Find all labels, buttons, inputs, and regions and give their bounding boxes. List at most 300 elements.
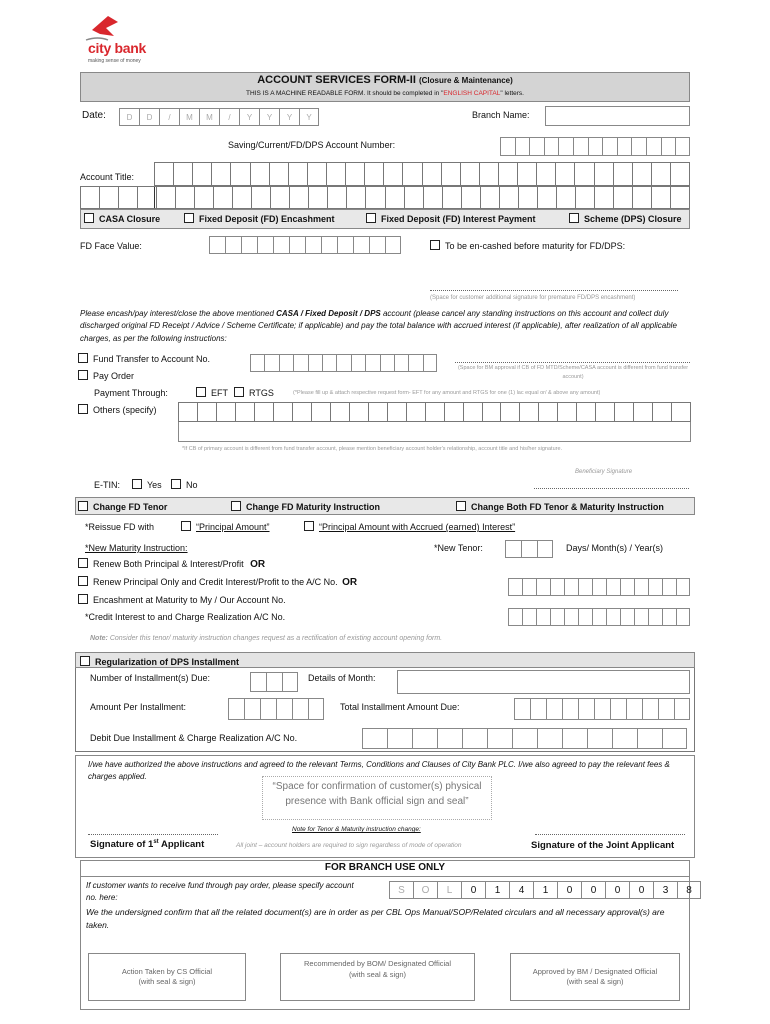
renew-principal-cell[interactable] (536, 578, 550, 596)
account-title-cell[interactable] (364, 162, 383, 186)
account-title-cell[interactable] (307, 162, 326, 186)
renew-principal-cell[interactable] (592, 578, 606, 596)
account-number-cell[interactable] (602, 137, 617, 156)
sol-cell[interactable]: 0 (581, 881, 605, 899)
total-due-label: Total Installment Amount Due: (340, 702, 460, 712)
credit-interest-cell[interactable] (634, 608, 648, 626)
account-title-grid-row-1 (154, 162, 690, 186)
account-title-cell[interactable] (385, 186, 404, 209)
account-number-cell[interactable] (617, 137, 632, 156)
encash-before-maturity-checkbox[interactable] (430, 240, 440, 250)
debit-due-cell[interactable] (512, 728, 537, 749)
date-cell[interactable]: / (219, 108, 239, 126)
fd-face-value-cell[interactable] (273, 236, 289, 254)
action-taken-box[interactable]: Action Taken by CS Official (with seal & sign) (88, 953, 246, 1001)
account-title-cell[interactable] (422, 162, 441, 186)
account-title-cell[interactable] (594, 186, 613, 209)
account-title-cell[interactable] (345, 162, 364, 186)
credit-interest-cell[interactable] (578, 608, 592, 626)
fd-face-value-cell[interactable] (289, 236, 305, 254)
account-title-cell[interactable] (536, 162, 555, 186)
others-cell[interactable] (482, 402, 501, 422)
account-title-cell[interactable] (270, 186, 289, 209)
account-title-cell[interactable] (517, 162, 536, 186)
fund-transfer-cell[interactable] (394, 354, 408, 372)
credit-interest-cell[interactable] (676, 608, 690, 626)
credit-interest-cell[interactable] (536, 608, 550, 626)
amount-per-cell[interactable] (260, 698, 276, 720)
date-cell[interactable]: M (179, 108, 199, 126)
account-title-cell[interactable] (575, 186, 594, 209)
casa-closure-option[interactable]: CASA Closure (84, 213, 160, 224)
others-cell[interactable] (406, 402, 425, 422)
fd-face-value-input[interactable] (209, 236, 401, 254)
form-title: ACCOUNT SERVICES FORM-II (Closure & Maintenance) (257, 74, 513, 86)
fd-face-value-cell[interactable] (209, 236, 225, 254)
renew-both-checkbox[interactable] (78, 558, 88, 568)
others-cell[interactable] (273, 402, 292, 422)
sol-cell[interactable]: O (413, 881, 437, 899)
fund-transfer-cell[interactable] (336, 354, 350, 372)
account-title-cell[interactable] (251, 186, 270, 209)
amount-per-cell[interactable] (292, 698, 308, 720)
date-cell[interactable]: Y (239, 108, 259, 126)
encash-before-maturity-option[interactable]: To be en-cashed before maturity for FD/DPS: (430, 240, 625, 251)
debit-due-account-input[interactable] (362, 728, 687, 749)
account-title-cell[interactable] (99, 186, 118, 209)
amount-per-cell[interactable] (276, 698, 292, 720)
fd-interest-checkbox[interactable] (366, 213, 376, 223)
fd-face-value-cell[interactable] (337, 236, 353, 254)
sol-cell[interactable]: 0 (461, 881, 485, 899)
branch-use-heading: FOR BRANCH USE ONLY (324, 862, 446, 873)
change-maturity-instruction-checkbox[interactable] (231, 501, 241, 511)
maturity-note: Note: Consider this tenor/ maturity instruction changes request as a rectification of existing account opening form. (90, 635, 443, 642)
credit-interest-label: *Credit Interest to and Charge Realization A/C No. (85, 612, 286, 622)
others-cell[interactable] (387, 402, 406, 422)
account-title-cell[interactable] (651, 162, 670, 186)
debit-due-cell[interactable] (637, 728, 662, 749)
fd-encashment-checkbox[interactable] (184, 213, 194, 223)
account-title-cell[interactable] (499, 186, 518, 209)
total-due-cell[interactable] (562, 698, 578, 720)
account-title-cell[interactable] (288, 162, 307, 186)
renew-principal-account-input[interactable] (508, 578, 690, 596)
others-grid-row (178, 402, 691, 422)
account-title-cell[interactable] (632, 186, 651, 209)
principal-accrued-checkbox[interactable] (304, 521, 314, 531)
account-number-cell[interactable] (515, 137, 530, 156)
debit-due-cell[interactable] (362, 728, 387, 749)
account-title-grid-row-2 (80, 186, 690, 209)
others-cell[interactable] (614, 402, 633, 422)
encashment-checkbox[interactable] (78, 594, 88, 604)
account-number-cell[interactable] (675, 137, 690, 156)
others-cell[interactable] (576, 402, 595, 422)
amount-per-cell[interactable] (244, 698, 260, 720)
others-cell[interactable] (235, 402, 254, 422)
account-title-cell[interactable] (327, 186, 346, 209)
account-title-cell[interactable] (137, 186, 156, 209)
account-title-cell[interactable] (460, 162, 479, 186)
account-title-cell[interactable] (289, 186, 308, 209)
tenor-cell[interactable] (521, 540, 537, 558)
account-number-cell[interactable] (661, 137, 676, 156)
beneficiary-signature-line (534, 488, 689, 489)
account-title-cell[interactable] (308, 186, 327, 209)
others-cell[interactable] (463, 402, 482, 422)
renew-principal-cell[interactable] (648, 578, 662, 596)
account-title-cell[interactable] (156, 186, 175, 209)
account-title-cell[interactable] (613, 186, 632, 209)
tenor-cell[interactable] (505, 540, 521, 558)
debit-due-cell[interactable] (537, 728, 562, 749)
bm-approval-caption: (Space for BM approval if CB of FD MTD/Scheme/CASA account is different from fund transfer account) (457, 365, 689, 381)
change-both-checkbox[interactable] (456, 501, 466, 511)
bank-logo (68, 14, 178, 66)
total-due-cell[interactable] (642, 698, 658, 720)
amount-per-cell[interactable] (308, 698, 324, 720)
total-due-cell[interactable] (514, 698, 530, 720)
fd-encashment-option[interactable]: Fixed Deposit (FD) Encashment (184, 213, 335, 224)
change-tenor-checkbox[interactable] (78, 501, 88, 511)
change-tenor-option[interactable]: Change FD Tenor (78, 501, 167, 512)
account-title-cell[interactable] (574, 162, 593, 186)
eft-option[interactable]: EFT (196, 387, 228, 398)
account-number-cell[interactable] (646, 137, 661, 156)
dps-installment-cell[interactable] (282, 672, 298, 692)
date-input[interactable] (119, 108, 319, 126)
rtgs-checkbox[interactable] (234, 387, 244, 397)
cb-note: *If CB of primary account is different from fund transfer account, please mention beneficiary account holder's relationship, account title and his/her signature. (182, 446, 563, 452)
account-title-cell[interactable] (211, 162, 230, 186)
renew-principal-cell[interactable] (522, 578, 536, 596)
renew-principal-cell[interactable] (662, 578, 676, 596)
debit-due-cell[interactable] (462, 728, 487, 749)
amount-per-installment-input[interactable] (228, 698, 324, 720)
sol-cell[interactable]: 8 (677, 881, 701, 899)
account-title-cell[interactable] (230, 162, 249, 186)
others-cell[interactable] (254, 402, 273, 422)
amount-per-cell[interactable] (228, 698, 244, 720)
others-cell[interactable] (178, 402, 197, 422)
fund-transfer-cell[interactable] (380, 354, 394, 372)
fund-transfer-cell[interactable] (279, 354, 293, 372)
account-number-cell[interactable] (588, 137, 603, 156)
etin-yes-option[interactable]: Yes (132, 479, 162, 490)
date-cell[interactable]: D (119, 108, 139, 126)
credit-interest-cell[interactable] (592, 608, 606, 626)
principal-accrued-option[interactable]: “Principal Amount with Accrued (earned) Interest” (304, 521, 515, 532)
dps-regularization-checkbox[interactable] (80, 656, 90, 666)
others-cell[interactable] (500, 402, 519, 422)
credit-interest-cell[interactable] (620, 608, 634, 626)
fd-face-value-cell[interactable] (385, 236, 401, 254)
fund-transfer-cell[interactable] (322, 354, 336, 372)
fund-transfer-cell[interactable] (264, 354, 278, 372)
total-due-cell[interactable] (610, 698, 626, 720)
account-number-cell[interactable] (500, 137, 515, 156)
account-title-cell[interactable] (632, 162, 651, 186)
sol-cell[interactable]: 0 (557, 881, 581, 899)
total-due-cell[interactable] (530, 698, 546, 720)
account-number-cell[interactable] (631, 137, 646, 156)
tenor-cell[interactable] (537, 540, 553, 558)
principal-amount-checkbox[interactable] (181, 521, 191, 531)
authorization-text: I/we have authorized the above instructions and agreed to the relevant Terms, Conditions and Clauses of City Bank PLC. I/we also agreed to pay the relevant fees & charges applied. (88, 760, 670, 781)
change-maturity-instruction-option[interactable]: Change FD Maturity Instruction (231, 501, 380, 512)
fd-interest-option[interactable]: Fixed Deposit (FD) Interest Payment (366, 213, 536, 224)
fund-transfer-cell[interactable] (250, 354, 264, 372)
total-due-input[interactable] (514, 698, 690, 720)
fd-face-value-cell[interactable] (321, 236, 337, 254)
account-title-cell[interactable] (479, 162, 498, 186)
fund-transfer-option[interactable]: Fund Transfer to Account No. (78, 353, 210, 364)
date-cell[interactable]: Y (299, 108, 319, 126)
account-title-cell[interactable] (346, 186, 365, 209)
renew-principal-cell[interactable] (578, 578, 592, 596)
etin-yes-checkbox[interactable] (132, 479, 142, 489)
fd-face-value-cell[interactable] (241, 236, 257, 254)
others-cell[interactable] (349, 402, 368, 422)
instruction-paragraph: Please encash/pay interest/close the above mentioned CASA / Fixed Deposit / DPS account (please cancel any standing instructions on this account and collect duly discharged original FD Receipt / Advice / Scheme Certificate; if applicable) and pay the total balance with accrued interest (if applicable), after realization of all applicable charges, as per the following instructions: (80, 309, 677, 343)
others-cell[interactable] (538, 402, 557, 422)
branch-name-input[interactable] (545, 106, 690, 126)
renew-principal-cell[interactable] (508, 578, 522, 596)
sol-cell[interactable]: 4 (509, 881, 533, 899)
account-title-cell[interactable] (556, 186, 575, 209)
date-cell[interactable]: M (199, 108, 219, 126)
dps-closure-option[interactable]: Scheme (DPS) Closure (569, 213, 682, 224)
credit-interest-cell[interactable] (662, 608, 676, 626)
new-tenor-label: *New Tenor: (434, 543, 483, 553)
fund-transfer-cell[interactable] (351, 354, 365, 372)
account-title-cell[interactable] (404, 186, 423, 209)
others-checkbox[interactable] (78, 404, 88, 414)
dps-installments-label: Number of Installment(s) Due: (90, 673, 211, 683)
total-due-cell[interactable] (626, 698, 642, 720)
sol-cell[interactable]: 1 (533, 881, 557, 899)
date-cell[interactable]: Y (259, 108, 279, 126)
fund-transfer-cell[interactable] (408, 354, 422, 372)
sol-cell[interactable]: 0 (629, 881, 653, 899)
account-title-cell[interactable] (518, 186, 537, 209)
renew-both-option[interactable]: Renew Both Principal & Interest/Profit OR (78, 558, 265, 570)
credit-interest-account-input[interactable] (508, 608, 690, 626)
recommended-box[interactable]: Recommended by BOM/ Designated Official (with seal & sign) (280, 953, 475, 1001)
account-title-cell[interactable] (441, 162, 460, 186)
account-title-cell[interactable] (118, 186, 137, 209)
account-title-cell[interactable] (402, 162, 421, 186)
approved-box[interactable]: Approved by BM / Designated Official (with seal & sign) (510, 953, 680, 1001)
account-title-cell[interactable] (175, 186, 194, 209)
account-title-cell[interactable] (269, 162, 288, 186)
fund-transfer-cell[interactable] (423, 354, 437, 372)
debit-due-cell[interactable] (412, 728, 437, 749)
credit-interest-cell[interactable] (606, 608, 620, 626)
others-cell[interactable] (330, 402, 349, 422)
sol-cell[interactable]: 0 (605, 881, 629, 899)
fd-face-value-cell[interactable] (353, 236, 369, 254)
bm-approval-line (455, 362, 690, 363)
debit-due-cell[interactable] (437, 728, 462, 749)
amount-per-installment-label: Amount Per Installment: (90, 702, 187, 712)
sol-account-input[interactable] (389, 881, 701, 899)
renew-principal-cell[interactable] (606, 578, 620, 596)
fund-transfer-cell[interactable] (293, 354, 307, 372)
pay-order-option[interactable]: Pay Order (78, 370, 134, 381)
account-number-cell[interactable] (573, 137, 588, 156)
beneficiary-signature-caption: Beneficiary Signature (575, 469, 633, 475)
rtgs-option[interactable]: RTGS (234, 387, 274, 398)
fund-transfer-cell[interactable] (308, 354, 322, 372)
tenor-units-label: Days/ Month(s) / Year(s) (566, 543, 664, 553)
new-tenor-input[interactable] (505, 540, 553, 558)
dps-installments-input[interactable] (250, 672, 298, 692)
credit-interest-cell[interactable] (648, 608, 662, 626)
credit-interest-cell[interactable] (564, 608, 578, 626)
total-due-cell[interactable] (578, 698, 594, 720)
account-title-cell[interactable] (651, 186, 670, 209)
fillup-note: (*Please fill up & attach respective request form- EFT for any amount and RTGS for one (1) lac equal or/ & above any amount) (293, 390, 601, 396)
renew-principal-cell[interactable] (676, 578, 690, 596)
credit-interest-cell[interactable] (550, 608, 564, 626)
others-cell[interactable] (519, 402, 538, 422)
account-number-cell[interactable] (558, 137, 573, 156)
joint-applicant-signature-line (535, 834, 685, 835)
fund-transfer-cell[interactable] (365, 354, 379, 372)
others-cell[interactable] (292, 402, 311, 422)
fd-face-value-cell[interactable] (305, 236, 321, 254)
total-due-cell[interactable] (594, 698, 610, 720)
account-title-cell[interactable] (383, 162, 402, 186)
casa-closure-checkbox[interactable] (84, 213, 94, 223)
tenor-note-label: Note for Tenor & Maturity instruction change: (292, 826, 421, 833)
total-due-cell[interactable] (546, 698, 562, 720)
account-title-cell[interactable] (232, 186, 251, 209)
account-title-cell[interactable] (154, 162, 173, 186)
principal-amount-option[interactable]: “Principal Amount” (181, 521, 270, 532)
others-cell[interactable] (652, 402, 671, 422)
account-title-cell[interactable] (461, 186, 480, 209)
debit-due-cell[interactable] (562, 728, 587, 749)
others-cell[interactable] (557, 402, 576, 422)
etin-no-checkbox[interactable] (171, 479, 181, 489)
renew-principal-cell[interactable] (550, 578, 564, 596)
date-label: Date: (82, 110, 106, 121)
fd-face-value-cell[interactable] (225, 236, 241, 254)
account-title-cell[interactable] (80, 186, 99, 209)
debit-due-cell[interactable] (662, 728, 687, 749)
dps-installment-cell[interactable] (266, 672, 282, 692)
logo-tagline: making sense of money (88, 58, 141, 64)
others-cell[interactable] (311, 402, 330, 422)
others-cell[interactable] (595, 402, 614, 422)
account-title-cell[interactable] (250, 162, 269, 186)
joint-note: All joint – account holders are required to sign regardless of mode of operation (236, 842, 462, 849)
etin-label: E-TIN: (94, 480, 120, 490)
etin-no-option[interactable]: No (171, 479, 198, 490)
others-cell[interactable] (216, 402, 235, 422)
change-both-option[interactable]: Change Both FD Tenor & Maturity Instruction (456, 501, 664, 512)
renew-principal-checkbox[interactable] (78, 576, 88, 586)
credit-interest-cell[interactable] (508, 608, 522, 626)
sol-cell[interactable]: S (389, 881, 413, 899)
debit-due-cell[interactable] (487, 728, 512, 749)
details-of-month-input[interactable] (397, 670, 690, 694)
account-title-cell[interactable] (670, 186, 690, 209)
sol-cell[interactable]: 1 (485, 881, 509, 899)
account-title-cell[interactable] (498, 162, 517, 186)
account-number-cell[interactable] (544, 137, 559, 156)
renew-principal-cell[interactable] (634, 578, 648, 596)
date-cell[interactable]: / (159, 108, 179, 126)
eft-checkbox[interactable] (196, 387, 206, 397)
others-option[interactable]: Others (specify) (78, 404, 157, 415)
details-of-month-label: Details of Month: (308, 673, 376, 683)
logo-text: city bank (88, 40, 146, 56)
debit-due-cell[interactable] (612, 728, 637, 749)
account-number-cell[interactable] (529, 137, 544, 156)
account-title-cell[interactable] (194, 186, 213, 209)
dps-installment-cell[interactable] (250, 672, 266, 692)
sol-cell[interactable]: L (437, 881, 461, 899)
account-number-input[interactable] (500, 137, 690, 156)
account-title-cell[interactable] (423, 186, 442, 209)
others-cell[interactable] (444, 402, 463, 422)
dps-closure-checkbox[interactable] (569, 213, 579, 223)
account-title-cell[interactable] (365, 186, 384, 209)
fund-transfer-checkbox[interactable] (78, 353, 88, 363)
others-cell[interactable] (633, 402, 652, 422)
reissue-label: *Reissue FD with (85, 522, 155, 532)
pay-order-checkbox[interactable] (78, 370, 88, 380)
others-cell[interactable] (671, 402, 691, 422)
account-title-cell[interactable] (173, 162, 192, 186)
account-title-cell[interactable] (326, 162, 345, 186)
fd-face-value-cell[interactable] (257, 236, 273, 254)
account-title-cell[interactable] (670, 162, 690, 186)
account-title-cell[interactable] (480, 186, 499, 209)
fd-face-value-cell[interactable] (369, 236, 385, 254)
debit-due-cell[interactable] (387, 728, 412, 749)
others-cell[interactable] (197, 402, 216, 422)
total-due-cell[interactable] (658, 698, 674, 720)
fund-transfer-account-input[interactable] (250, 354, 437, 372)
account-title-cell[interactable] (192, 162, 211, 186)
total-due-cell[interactable] (674, 698, 690, 720)
sol-cell[interactable]: 3 (653, 881, 677, 899)
renew-principal-option[interactable]: Renew Principal Only and Credit Interest/Profit to the A/C No. OR (78, 576, 357, 588)
debit-due-cell[interactable] (587, 728, 612, 749)
account-title-cell[interactable] (555, 162, 574, 186)
others-cell[interactable] (425, 402, 444, 422)
date-cell[interactable]: D (139, 108, 159, 126)
encashment-option[interactable]: Encashment at Maturity to My / Our Account No. (78, 594, 286, 605)
account-title-cell[interactable] (442, 186, 461, 209)
date-cell[interactable]: Y (279, 108, 299, 126)
account-title-cell[interactable] (213, 186, 232, 209)
dps-regularization-option[interactable]: Regularization of DPS Installment (80, 656, 239, 667)
account-title-cell[interactable] (537, 186, 556, 209)
renew-principal-cell[interactable] (564, 578, 578, 596)
account-title-cell[interactable] (594, 162, 613, 186)
account-title-cell[interactable] (613, 162, 632, 186)
customer-presence-caption: “Space for confirmation of customer(s) physical presence with Bank official sign and seal” (272, 781, 482, 807)
others-cell[interactable] (368, 402, 387, 422)
credit-interest-cell[interactable] (522, 608, 536, 626)
renew-principal-cell[interactable] (620, 578, 634, 596)
